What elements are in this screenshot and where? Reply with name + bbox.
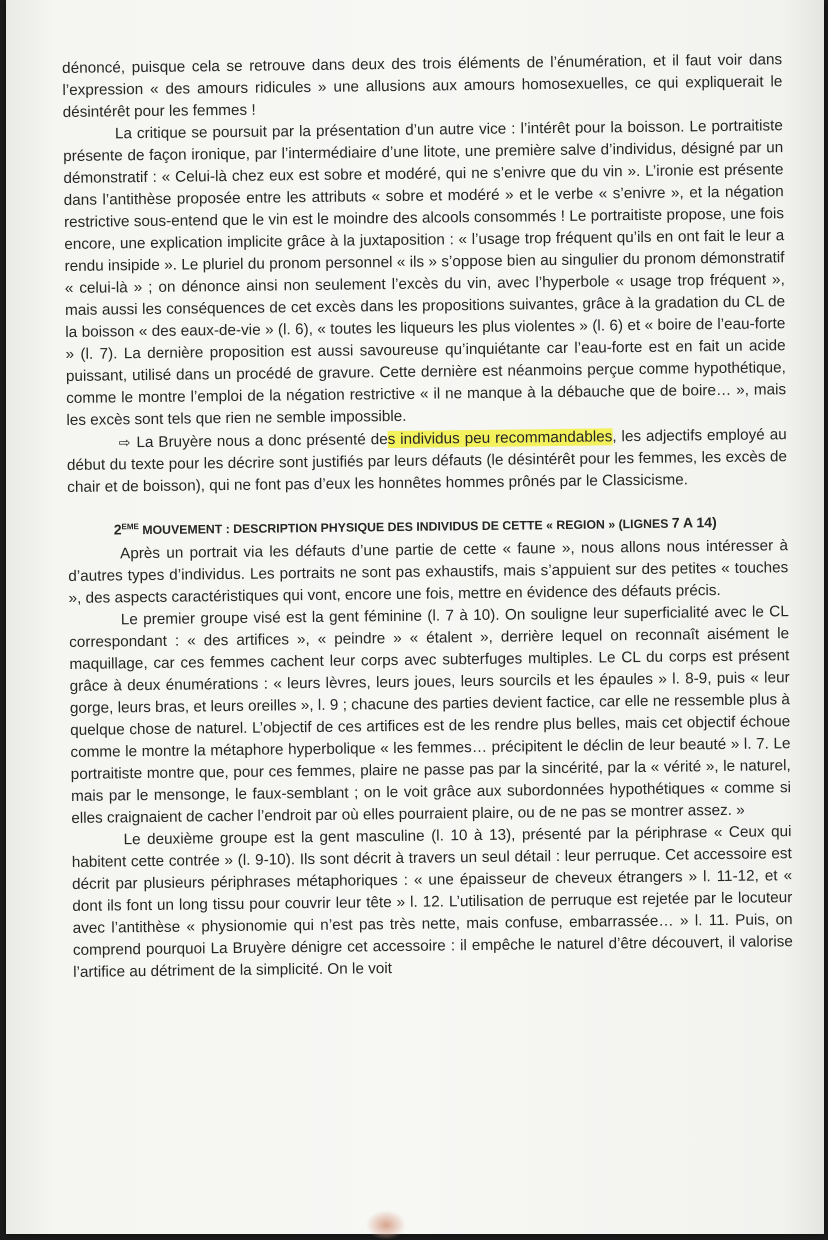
section-heading: 2EME MOUVEMENT : DESCRIPTION PHYSIQUE DES INDIVIDUS DE CETTE « REGION » (LIGNES 7 A 14): [113, 514, 717, 538]
conclusion-text-start: La Bruyère nous a donc présenté de: [136, 431, 388, 452]
document-body: [62, 49, 793, 984]
paragraph-5: Le premier groupe visé est la gent féminine (l. 7 à 10). On souligne leur superficialité avec le CL correspondant : « des artifices », « peindre » « étalent », derrière lequel on reconnaît aisément le maquillage, car ces femmes cachent leur corps avec subterfuges multiples. Le CL du corps est présent grâce à deux énumérations : « leurs lèvres, leurs joues, leurs sourcils et les épaules » l. 8-9, puis « leur gorge, leurs bras, et leurs oreilles », l. 9 ; chacune des parties devient factice, car elle ne ressemble plus à quelque chose de naturel. L’objectif de ces artifices est de les rendre plus belles, mais cet objectif échoue comme le montre la métaphore hyperbolique « les femmes… précipitent le déclin de leur beauté » l. 7. Le portraitiste montre que, pour ces femmes, plaire ne passe pas par la sincérité, par la « vérité », le naturel, mais par le mensonge, le faux-semblant ; on le voit grâce aux subordonnées hypothétiques « comme si elles craignaient de cacher l’endroit par où elles pourraient plaire, ou de ne pas se montrer assez. »: [69, 603, 792, 828]
paper-sheet: [6, 0, 824, 1234]
paragraph-6: Le deuxième groupe est la gent masculine (l. 10 à 13), présenté par la périphrase « Ceux qui habitent cette contrée » (l. 9-10). Ils sont décrit à travers un seul détail : leur perruque. Cet accessoire est décrit par plusieurs périphrases métaphoriques : « une épaisseur de cheveux étrangers » l. 11-12, et « dont ils font un long tissu pour couvrir leur tête » l. 12. L’utilisation de perruque est rejetée par le locuteur avec l’antithèse « physionomie qui n’est pas très nette, mais confuse, embarrassée… » l. 11. Puis, on comprend pourquoi La Bruyère dénigre cet accessoire : il empêche le naturel d’être découvert, il valorise l’artifice au détriment de la simplicité. On le voit: [71, 823, 793, 982]
arrow-icon: ⇨: [118, 434, 131, 451]
conclusion-text-end: , les adjectifs employé au début du texte pour les décrire sont justifiés par leurs défauts (le désintérêt pour les femmes, les excès de chair et de boisson), qui ne font pas d’eux les honnêtes hommes prônés par le Classicisme.: [66, 426, 788, 496]
paragraph-2: La critique se poursuit par la présentation d’un autre vice : l’intérêt pour la boisson. Le portraitiste présente de façon ironique, par l’intermédiaire d’une litote, une première salve d’individus, désigné par un démonstratif : « Celui-là chez eux est sobre et modéré, qui ne s’enivre que du vin ». L’ironie est présente dans l’antithèse proposée entre les attributs « sobre et modéré » et le verbe « s’enivre », et la négation restrictive sous-entend que le vin est le moindre des alcools consommés ! Le portraitiste propose, une fois encore, une explication implicite grâce à la juxtaposition : « l’usage trop fréquent qu’ils en ont fait le leur a rendu insipide ». Le pluriel du pronom personnel « ils » s’oppose bien au singulier du pronom démonstratif « celui-là » ; on dénonce ainsi non seulement l’excès du vin, avec l’hyperbole « usage trop fréquent », mais aussi les conséquences de cet excès dans les propositions suivantes, grâce à la gradation du CL de la boisson « des eaux-de-vie » (l. 6), « toutes les liqueurs les plus violentes » (l. 6) et « boire de l’eau-forte » (l. 7). La dernière proposition est aussi savoureuse qu’inquiétante car l’eau-forte est en fait un acide puissant, utilisé dans un procédé de gravure. Cette dernière est néanmoins perçue comme hypothétique, comme le montre l’emploi de la négation restrictive « il ne manque à la débauche que de boire… », mais les excès sont tels que rien ne semble impossible.: [63, 117, 787, 429]
paragraph-4: Après un portrait via les défauts d’une partie de cette « faune », nous allons nous intéresser à d’autres types d’individus. Les portraits ne sont pas exhaustifs, mais s’appuient sur des petites « touches », des aspects caractéristiques qui vont, encore une fois, mettre en évidence des défauts précis.: [68, 537, 789, 608]
paragraph-1: dénoncé, puisque cela se retrouve dans deux des trois éléments de l’énumération, et il faut voir dans l’expression « des amours ridicules » une allusions aux amours homosexuelles, ce qui expliquerait le désintérêt pour les femmes !: [62, 51, 783, 121]
paragraph-conclusion: [67, 423, 788, 499]
highlighted-text: s individus peu recommandables: [387, 428, 613, 449]
